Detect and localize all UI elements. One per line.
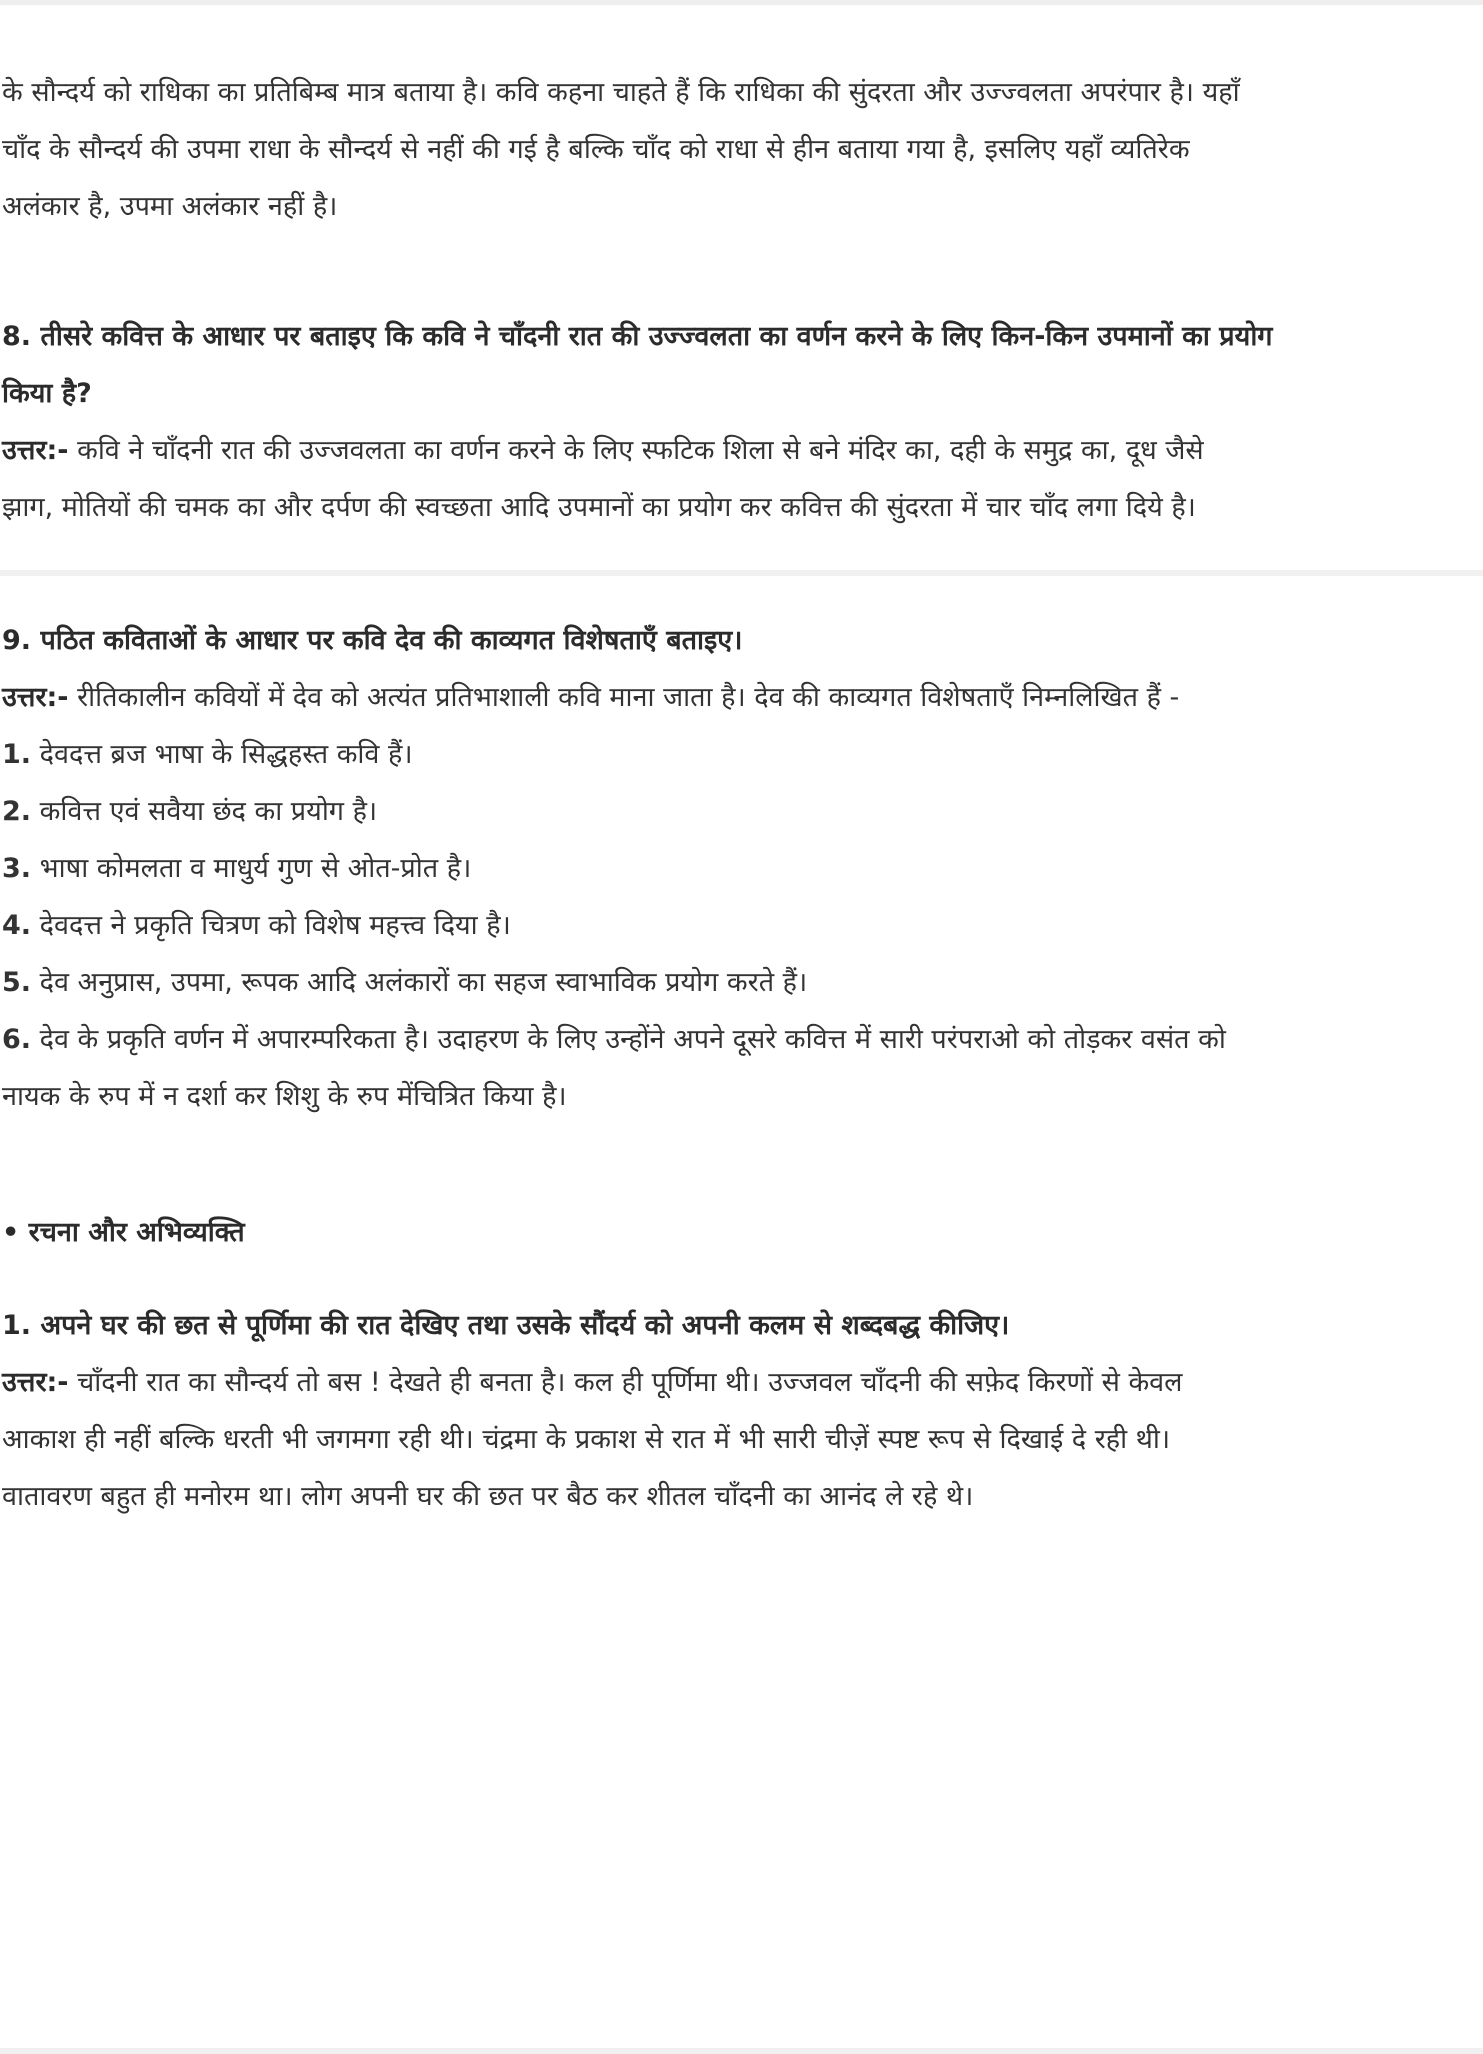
list-text: देव अनुप्रास, उपमा, रूपक आदि अलंकारों का सहज स्वाभाविक प्रयोग करते हैं। bbox=[31, 967, 808, 998]
question-line: 8. तीसरे कवित्त के आधार पर बताइए कि कवि ने चाँदनी रात की उज्ज्वलता का वर्णन करने के लिए किन-किन उपमानों का प्रयोग bbox=[2, 321, 1273, 352]
list-item bbox=[2, 783, 1482, 840]
question-line: 1. अपने घर की छत से पूर्णिमा की रात देखिए तथा उसके सौंदर्य को अपनी कलम से शब्दबद्ध कीजिए। bbox=[2, 1310, 1010, 1341]
list-item bbox=[2, 726, 1482, 783]
list-number: 3. bbox=[2, 853, 32, 884]
rachna-question-1 bbox=[2, 1297, 1482, 1525]
text-line: के सौन्दर्य को राधिका का प्रतिबिम्ब मात्र बताया है। कवि कहना चाहते हैं कि राधिका की सुंदरता और उज्ज्वलता अपरंपार है। यहाँ bbox=[2, 77, 1240, 108]
answer-line bbox=[2, 1354, 1482, 1411]
list-text: देवदत्त ने प्रकृति चित्रण को विशेष महत्त्व दिया है। bbox=[31, 910, 511, 941]
intro-paragraph bbox=[2, 64, 1482, 235]
list-text: देवदत्त ब्रज भाषा के सिद्धहस्त कवि हैं। bbox=[31, 739, 413, 770]
text-line: अलंकार है, उपमा अलंकार नहीं है। bbox=[2, 191, 338, 222]
list-item-continuation: नायक के रुप में न दर्शा कर शिशु के रुप मेंचित्रित किया है। bbox=[2, 1081, 567, 1112]
section-heading-block bbox=[2, 1204, 1482, 1261]
answer-line: आकाश ही नहीं बल्कि धरती भी जगमगा रही थी। चंद्रमा के प्रकाश से रात में भी सारी चीज़ें स्पष्ट रूप से दिखाई दे रही थी। bbox=[2, 1424, 1171, 1455]
question-8 bbox=[2, 308, 1482, 536]
list-item bbox=[2, 954, 1482, 1011]
list-text: भाषा कोमलता व माधुर्य गुण से ओत-प्रोत है। bbox=[31, 853, 472, 884]
list-number: 5. bbox=[2, 967, 32, 998]
answer-label: उत्तर:- bbox=[2, 682, 69, 713]
question-line: 9. पठित कविताओं के आधार पर कवि देव की काव्यगत विशेषताएँ बताइए। bbox=[2, 625, 743, 656]
bottom-divider bbox=[0, 2048, 1483, 2054]
answer-line: झाग, मोतियों की चमक का और दर्पण की स्वच्छता आदि उपमानों का प्रयोग कर कवित्त की सुंदरता में चार चाँद लगा दिये है। bbox=[2, 492, 1196, 523]
answer-text: कवि ने चाँदनी रात की उज्जवलता का वर्णन करने के लिए स्फटिक शिला से बने मंदिर का, दही के समुद्र का, दूध जैसे bbox=[68, 435, 1204, 466]
list-text: कवित्त एवं सवैया छंद का प्रयोग है। bbox=[31, 796, 378, 827]
answer-text: चाँदनी रात का सौन्दर्य तो बस ! देखते ही बनता है। कल ही पूर्णिमा थी। उज्जवल चाँदनी की सफ़ेद किरणों से केवल bbox=[68, 1367, 1183, 1398]
text-line: चाँद के सौन्दर्य की उपमा राधा के सौन्दर्य से नहीं की गई है बल्कि चाँद को राधा से हीन बताया गया है, इसलिए यहाँ व्यतिरेक bbox=[2, 134, 1190, 165]
list-number: 6. bbox=[2, 1024, 32, 1055]
list-text: देव के प्रकृति वर्णन में अपारम्परिकता है। उदाहरण के लिए उन्होंने अपने दूसरे कवित्त में सारी परंपराओ को तोड़कर वसंत को bbox=[31, 1024, 1226, 1055]
answer-line bbox=[2, 669, 1482, 726]
answer-line: वातावरण बहुत ही मनोरम था। लोग अपनी घर की छत पर बैठ कर शीतल चाँदनी का आनंद ले रहे थे। bbox=[2, 1481, 974, 1512]
section-divider bbox=[0, 570, 1483, 576]
list-item bbox=[2, 840, 1482, 897]
answer-text: रीतिकालीन कवियों में देव को अत्यंत प्रतिभाशाली कवि माना जाता है। देव की काव्यगत विशेषताएँ निम्नलिखित हैं - bbox=[68, 682, 1180, 713]
answer-label: उत्तर:- bbox=[2, 435, 69, 466]
section-heading: • रचना और अभिव्यक्ति bbox=[2, 1217, 245, 1248]
list-number: 1. bbox=[2, 739, 32, 770]
list-item bbox=[2, 1011, 1482, 1068]
question-9 bbox=[2, 612, 1482, 1125]
answer-label: उत्तर:- bbox=[2, 1367, 69, 1398]
answer-line bbox=[2, 422, 1482, 479]
list-number: 2. bbox=[2, 796, 32, 827]
top-divider bbox=[0, 0, 1483, 5]
question-line: किया है? bbox=[2, 378, 92, 409]
list-item bbox=[2, 897, 1482, 954]
list-number: 4. bbox=[2, 910, 32, 941]
